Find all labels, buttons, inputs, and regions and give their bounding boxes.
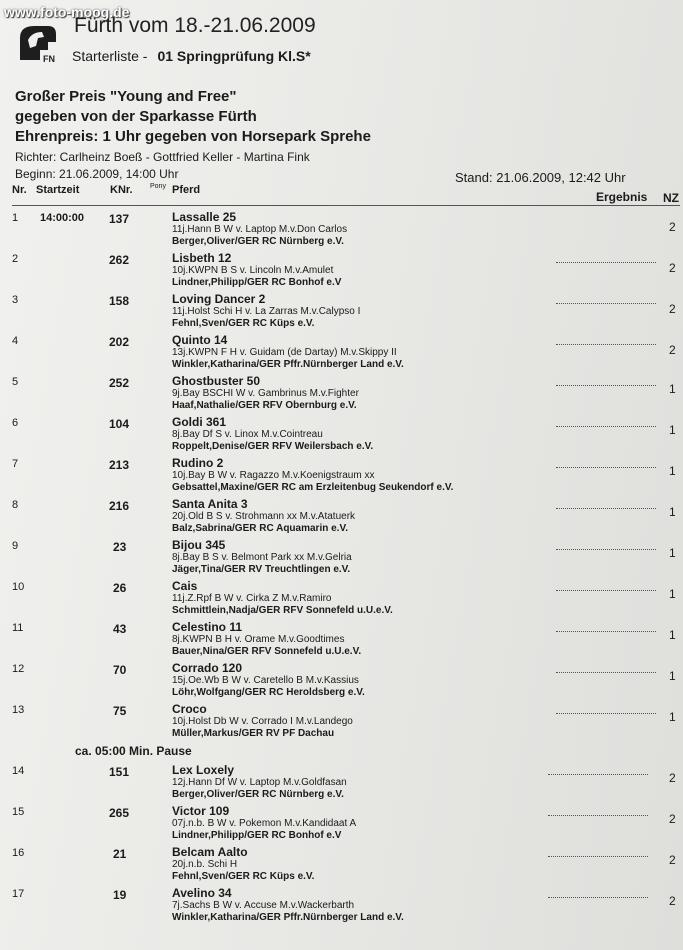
entry-nr: 4: [12, 335, 19, 347]
pause-note: ca. 05:00 Min. Pause: [75, 744, 192, 758]
entry-horse-details: 10j.Bay B W v. Ragazzo M.v.Koenigstraum xx: [172, 470, 375, 481]
result-field: [556, 302, 656, 304]
result-field: [556, 384, 656, 386]
entry-knr: 213: [109, 458, 130, 472]
logo-text: FN: [43, 54, 55, 64]
entry-rider: Balz,Sabrina/GER RC Aquamarin e.V.: [172, 523, 348, 534]
entry-horse-details: 12j.Hann Df W v. Laptop M.v.Goldfasan: [172, 777, 347, 788]
entry-horse: Belcam Aalto: [172, 845, 248, 859]
heading-sponsor: gegeben von der Sparkasse Fürth: [15, 108, 257, 125]
entry-horse: Loving Dancer 2: [172, 292, 266, 306]
entry-nz: 2: [669, 220, 676, 234]
entry-knr: 104: [109, 417, 130, 431]
header-divider: [12, 205, 680, 206]
fn-logo-icon: [14, 20, 60, 66]
result-field: [556, 589, 656, 591]
entry-nz: 2: [669, 894, 676, 908]
entry-horse: Cais: [172, 579, 198, 593]
result-field: [556, 548, 656, 550]
entry-horse-details: 20j.n.b. Schi H: [172, 859, 238, 870]
entry-nr: 12: [12, 663, 25, 675]
entry-nz: 1: [669, 546, 676, 560]
entry-horse: Lex Loxely: [172, 763, 235, 777]
entry-nr: 16: [12, 847, 25, 859]
result-field: [556, 507, 656, 509]
entry-nz: 2: [669, 302, 676, 316]
entry-horse-details: 13j.KWPN F H v. Guidam (de Dartay) M.v.Skippy II: [172, 347, 397, 358]
entry-nz: 1: [669, 464, 676, 478]
entry-nr: 6: [12, 417, 19, 429]
result-field: [556, 630, 656, 632]
watermark: www.foto-moog.de: [4, 4, 130, 20]
result-field: [548, 814, 648, 816]
entry-horse-details: 11j.Hann B W v. Laptop M.v.Don Carlos: [172, 224, 348, 235]
stand-timestamp: Stand: 21.06.2009, 12:42 Uhr: [455, 170, 626, 185]
entry-rider: Winkler,Katharina/GER Pffr.Nürnberger Land e.V.: [172, 359, 404, 370]
entry-startzeit: 14:00:00: [40, 212, 85, 224]
table-row: [0, 495, 683, 535]
table-row: [0, 290, 683, 330]
entry-horse-details: 7j.Sachs B W v. Accuse M.v.Wackerbarth: [172, 900, 355, 911]
entry-rider: Jäger,Tina/GER RV Treuchtlingen e.V.: [172, 564, 351, 575]
col-startzeit: Startzeit: [36, 184, 80, 196]
entry-nr: 2: [12, 253, 19, 265]
col-ergebnis: Ergebnis: [596, 190, 648, 204]
entry-knr: 216: [109, 499, 130, 513]
entry-knr: 26: [113, 581, 127, 595]
entry-rider: Gebsattel,Maxine/GER RC am Erzleitenbug Seukendorf e.V.: [172, 482, 454, 493]
entry-nr: 13: [12, 704, 25, 716]
entry-horse: Corrado 120: [172, 661, 243, 675]
entry-nz: 2: [669, 261, 676, 275]
entry-nz: 2: [669, 343, 676, 357]
table-row: [0, 659, 683, 699]
subtitle-label: Starterliste -: [72, 48, 148, 64]
table-row: [0, 454, 683, 494]
table-row: [0, 700, 683, 740]
entry-knr: 158: [109, 294, 130, 308]
entry-nz: 1: [669, 710, 676, 724]
table-row: [0, 761, 683, 801]
entry-horse-details: 10j.Holst Db W v. Corrado I M.v.Landego: [172, 716, 353, 727]
table-row: [0, 536, 683, 576]
result-field: [556, 712, 656, 714]
col-pferd: Pferd: [172, 184, 201, 196]
result-field: [556, 466, 656, 468]
entry-knr: 43: [113, 622, 127, 636]
entry-nr: 9: [12, 540, 19, 552]
entry-nr: 1: [12, 212, 19, 224]
entry-horse: Croco: [172, 702, 207, 716]
entry-horse: Quinto 14: [172, 333, 228, 347]
entry-rider: Löhr,Wolfgang/GER RC Heroldsberg e.V.: [172, 687, 365, 698]
entry-knr: 137: [109, 212, 130, 226]
entry-knr: 151: [109, 765, 130, 779]
entry-rider: Lindner,Philipp/GER RC Bonhof e.V: [172, 830, 342, 841]
entry-horse: Goldi 361: [172, 415, 227, 429]
entry-nr: 17: [12, 888, 25, 900]
entry-rider: Winkler,Katharina/GER Pffr.Nürnberger Land e.V.: [172, 912, 404, 923]
entry-rider: Lindner,Philipp/GER RC Bonhof e.V: [172, 277, 342, 288]
entry-rider: Berger,Oliver/GER RC Nürnberg e.V.: [172, 789, 344, 800]
judges: Richter: Carlheinz Boeß - Gottfried Keller - Martina Fink: [15, 150, 310, 164]
entry-knr: 19: [113, 888, 127, 902]
entry-rider: Schmittlein,Nadja/GER RFV Sonnefeld u.U.e.V.: [172, 605, 393, 616]
col-nr: Nr.: [12, 184, 27, 196]
entry-nz: 1: [669, 669, 676, 683]
entry-nz: 2: [669, 771, 676, 785]
entry-horse-details: 8j.KWPN B H v. Orame M.v.Goodtimes: [172, 634, 345, 645]
entry-nr: 14: [12, 765, 25, 777]
table-row: [0, 577, 683, 617]
entry-horse-details: 11j.Holst Schi H v. La Zarras M.v.Calypso I: [172, 306, 361, 317]
entry-horse-details: 8j.Bay B S v. Belmont Park xx M.v.Gelria: [172, 552, 352, 563]
table-row: [0, 372, 683, 412]
entry-horse-details: 20j.Old B S v. Strohmann xx M.v.Atatuerk: [172, 511, 356, 522]
entry-knr: 262: [109, 253, 130, 267]
entry-nr: 15: [12, 806, 25, 818]
entry-rider: Haaf,Nathalie/GER RFV Obernburg e.V.: [172, 400, 357, 411]
table-row: [0, 884, 683, 924]
entry-rider: Roppelt,Denise/GER RFV Weilersbach e.V.: [172, 441, 374, 452]
entry-rider: Berger,Oliver/GER RC Nürnberg e.V.: [172, 236, 344, 247]
table-row: [0, 618, 683, 658]
entry-horse-details: 07j.n.b. B W v. Pokemon M.v.Kandidaat A: [172, 818, 357, 829]
heading-grand-prix: Großer Preis "Young and Free": [15, 88, 237, 105]
table-row: [0, 331, 683, 371]
col-nz: NZ: [663, 191, 679, 205]
entry-horse: Lisbeth 12: [172, 251, 232, 265]
entry-nr: 7: [12, 458, 19, 470]
entry-nz: 1: [669, 628, 676, 642]
entry-rider: Müller,Markus/GER RV PF Dachau: [172, 728, 335, 739]
entry-nz: 1: [669, 505, 676, 519]
entry-nz: 1: [669, 587, 676, 601]
entry-nr: 8: [12, 499, 19, 511]
entry-rider: Bauer,Nina/GER RFV Sonnefeld u.U.e.V.: [172, 646, 362, 657]
entry-nr: 11: [12, 622, 24, 634]
entry-horse-details: 9j.Bay BSCHI W v. Gambrinus M.v.Fighter: [172, 388, 359, 399]
entry-knr: 265: [109, 806, 130, 820]
result-field: [548, 855, 648, 857]
entry-horse: Victor 109: [172, 804, 230, 818]
entry-knr: 252: [109, 376, 130, 390]
entry-horse: Rudino 2: [172, 456, 224, 470]
entry-horse-details: 8j.Bay Df S v. Linox M.v.Cointreau: [172, 429, 323, 440]
heading-honor-prize: Ehrenpreis: 1 Uhr gegeben von Horsepark Sprehe: [15, 128, 371, 145]
table-row: [0, 249, 683, 289]
result-field: [556, 425, 656, 427]
result-field: [548, 773, 648, 775]
result-field: [556, 261, 656, 263]
result-field: [556, 671, 656, 673]
table-row: [0, 843, 683, 883]
event-title: Fürth vom 18.-21.06.2009: [74, 14, 316, 37]
entry-horse: Bijou 345: [172, 538, 226, 552]
entry-nr: 5: [12, 376, 19, 388]
entry-nz: 1: [669, 423, 676, 437]
entry-nz: 2: [669, 812, 676, 826]
result-field: [556, 343, 656, 345]
col-pony: Pony: [150, 183, 166, 190]
entry-horse-details: 11j.Z.Rpf B W v. Cirka Z M.v.Ramiro: [172, 593, 332, 604]
entry-horse: Ghostbuster 50: [172, 374, 261, 388]
entry-nz: 1: [669, 382, 676, 396]
entry-knr: 21: [113, 847, 127, 861]
entry-knr: 23: [113, 540, 127, 554]
entry-rider: Fehnl,Sven/GER RC Küps e.V.: [172, 318, 315, 329]
col-knr: KNr.: [110, 184, 133, 196]
result-field: [548, 896, 648, 898]
entry-horse: Avelino 34: [172, 886, 232, 900]
start-time: Beginn: 21.06.2009, 14:00 Uhr: [15, 167, 179, 181]
entry-horse-details: 15j.Oe.Wb B W v. Caretello B M.v.Kassius: [172, 675, 359, 686]
entry-horse-details: 10j.KWPN B S v. Lincoln M.v.Amulet: [172, 265, 334, 276]
table-row: [0, 413, 683, 453]
entry-horse: Santa Anita 3: [172, 497, 248, 511]
entry-rider: Fehnl,Sven/GER RC Küps e.V.: [172, 871, 315, 882]
entry-knr: 202: [109, 335, 130, 349]
entry-horse: Lassalle 25: [172, 210, 237, 224]
entry-knr: 70: [113, 663, 127, 677]
entry-horse: Celestino 11: [172, 620, 243, 634]
competition-name: 01 Springprüfung Kl.S*: [157, 48, 311, 64]
table-row: [0, 802, 683, 842]
subtitle: [72, 48, 311, 64]
table-row: [0, 208, 683, 248]
entry-nr: 10: [12, 581, 25, 593]
entry-nr: 3: [12, 294, 19, 306]
entry-knr: 75: [113, 704, 127, 718]
entry-nz: 2: [669, 853, 676, 867]
